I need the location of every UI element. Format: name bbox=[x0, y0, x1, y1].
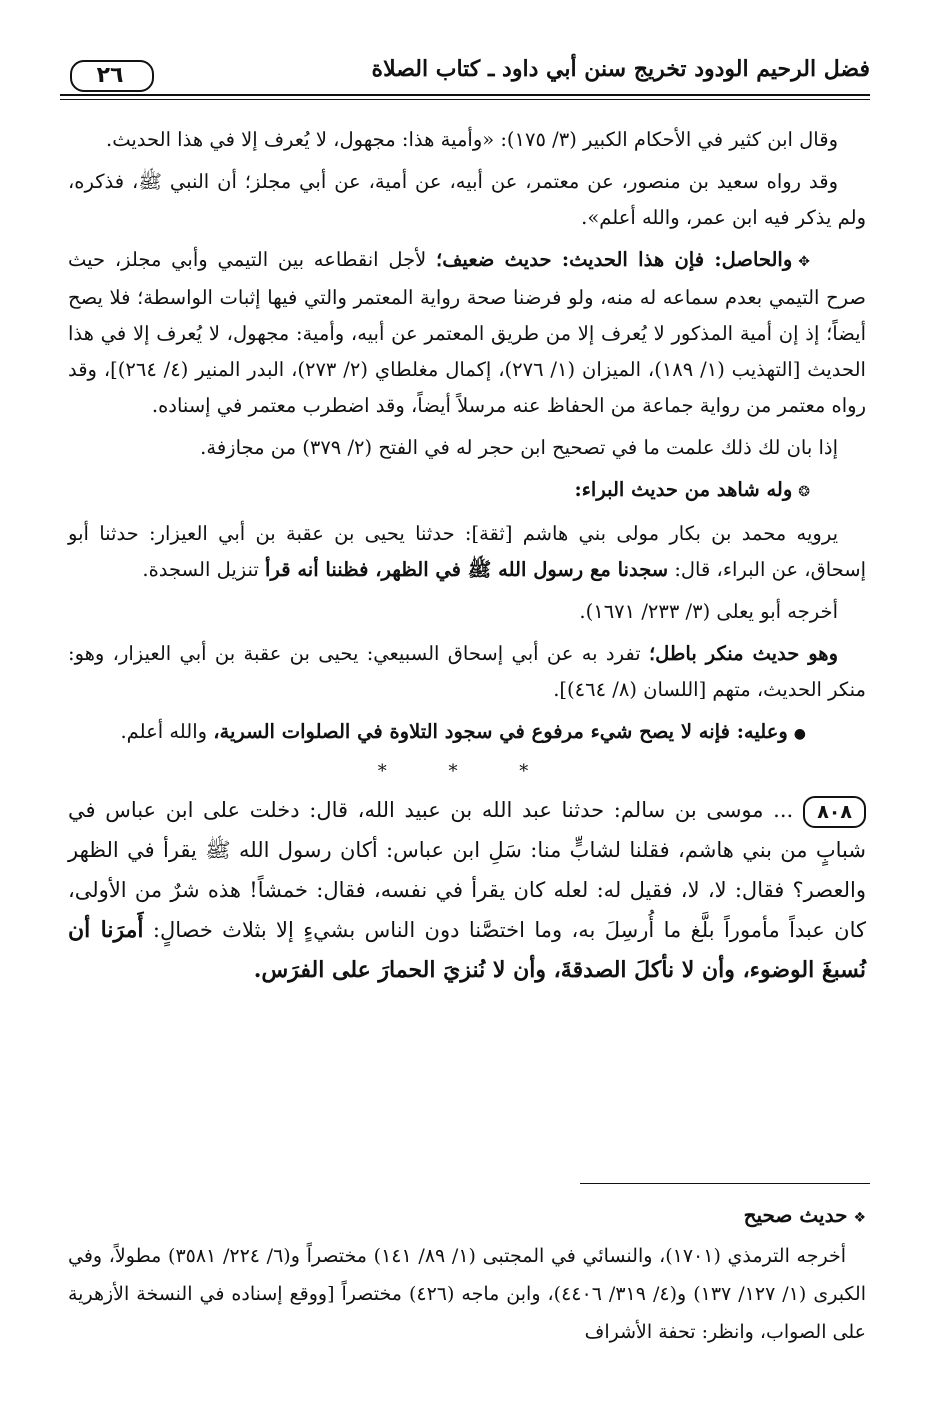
takhrij-section bbox=[68, 1196, 866, 1351]
header-title: فضل الرحيم الودود تخريج سنن أبي داود ـ كتاب الصلاة bbox=[371, 56, 870, 82]
footnote-rule bbox=[580, 1183, 870, 1184]
running-header bbox=[60, 52, 870, 102]
header-rule bbox=[60, 94, 870, 96]
final-ruling-end: والله أعلم. bbox=[120, 720, 214, 743]
takhrij-text: أخرجه الترمذي (١٧٠١)، والنسائي في المجتبى (١/ ٨٩/ ١٤١) مختصراً و(٦/ ٢٢٤/ ٣٥٨١) مطولاً، وفي الكبرى (١/ ١٢٧/ ١٣٧) و(٤/ ٣١٩/ ٤٤٠٦)، وابن ماجه (٤٢٦) مختصراً [ووقع إسناده في النسخة الأزهرية على الصواب، وانظر: تحفة الأشراف bbox=[68, 1245, 866, 1343]
bara-matn-end: تنزيل السجدة. bbox=[142, 558, 266, 581]
bara-matn: سجدنا مع رسول الله ﷺ في الظهر، فظننا أنه قرأ bbox=[265, 558, 669, 581]
hadith-808 bbox=[68, 790, 866, 990]
header-rule-thin bbox=[60, 99, 870, 100]
paragraph-munkar bbox=[68, 636, 866, 708]
bullet-icon: ● bbox=[793, 726, 806, 742]
main-text bbox=[68, 122, 866, 996]
conclusion-lead: والحاصل: فإن هذا الحديث: حديث ضعيف؛ bbox=[436, 248, 793, 271]
page-number: ٢٦ bbox=[96, 62, 124, 88]
paragraph-ibn-kathir: وقال ابن كثير في الأحكام الكبير (٣/ ١٧٥): «وأمية هذا: مجهول، لا يُعرف إلا في هذا الحديث. bbox=[106, 128, 838, 151]
paragraph-final-ruling bbox=[68, 714, 866, 752]
munkar-text: تفرد به عن أبي إسحاق السبيعي: يحيى بن عقبة بن أبي العيزار، وهو: منكر الحديث، متهم [اللسان (٨/ ٤٦٤)]. bbox=[68, 642, 866, 701]
grade-marker-icon: ❖ bbox=[853, 1210, 866, 1226]
paragraph-witness-heading bbox=[68, 472, 866, 510]
witness-marker-icon: ❂ bbox=[798, 484, 810, 500]
bara-chain: يرويه محمد بن بكار مولى بني هاشم [ثقة]: حدثنا يحيى بن عقبة بن أبي العيزار: حدثنا أبو إسحاق، عن البراء، قال: bbox=[68, 522, 866, 581]
final-ruling-lead: وعليه: فإنه لا يصح شيء مرفوع في سجود التلاوة في الصلوات السرية، bbox=[213, 720, 788, 743]
conclusion-text: لأجل انقطاعه بين التيمي وأبي مجلز، حيث صرح التيمي بعدم سماعه له منه، ولو فرضنا صحة رواية المعتمر والتي فيها إثبات الواسطة؛ فلا يصح أيضاً؛ إذ إن أمية المذكور لا يُعرف إلا من طريق المعتمر عن أبيه، وأمية: مجهول، لا يُعرف إلا في هذا الحديث [التهذيب (١/ ١٨٩)، الميزان (١/ ٢٧٦)، إكمال مغلطاي (٢/ ٢٧٣)، البدر المنير (٤/ ٢٦٤)]، وقد رواه معتمر من رواية جماعة من الحفاظ عنه مرسلاً أيضاً، وقد اضطرب معتمر في إسناده. bbox=[68, 248, 866, 417]
paragraph-abu-yala: أخرجه أبو يعلى (٣/ ٢٣٣/ ١٦٧١). bbox=[579, 600, 838, 623]
paragraph-ibn-hajar: إذا بان لك ذلك علمت ما في تصحيح ابن حجر له في الفتح (٢/ ٣٧٩) من مجازفة. bbox=[200, 436, 838, 459]
grade-text: حديث صحيح bbox=[743, 1203, 848, 1227]
hadith-text: ... موسى بن سالم: حدثنا عبد الله بن عبيد الله، قال: دخلت على ابن عباس في شبابٍ من بني هاشم، فقلنا لشابٍّ منا: سَلِ ابن عباس: أكان رسول الله ﷺ يقرأ في الظهر والعصر؟ فقال: لا، لا، فقيل له: لعله كان يقرأ في نفسه، فقال: خمشاً! هذه شرٌ من الأولى، كان عبداً مأموراً بلَّغ ما أُرسِلَ به، وما اختصَّنا دون الناس بشيءٍ إلا بثلاث خصالٍ: bbox=[68, 798, 866, 942]
page-number-badge bbox=[60, 60, 160, 90]
munkar-lead: وهو حديث منكر باطل؛ bbox=[648, 642, 838, 665]
hadith-number: ٨٠٨ bbox=[803, 796, 866, 828]
paragraph-marker-icon: ✥ bbox=[798, 254, 810, 270]
witness-heading: وله شاهد من حديث البراء: bbox=[574, 478, 793, 501]
paragraph-conclusion bbox=[68, 242, 866, 424]
paragraph-bara-narration bbox=[68, 516, 866, 588]
paragraph-said-ibn-mansur: وقد رواه سعيد بن منصور، عن معتمر، عن أبيه، عن أمية، عن أبي مجلز؛ أن النبي ﷺ، فذكره، ولم يذكر فيه ابن عمر، والله أعلم». bbox=[68, 170, 866, 229]
hadith-bold-text: أَمرَنا أن نُسبغَ الوضوء، وأن لا نأكلَ الصدقةَ، وأن لا نُنزيَ الحمارَ على الفرَس. bbox=[68, 917, 866, 983]
section-separator: * * * bbox=[377, 761, 557, 782]
grade-heading bbox=[68, 1196, 866, 1237]
